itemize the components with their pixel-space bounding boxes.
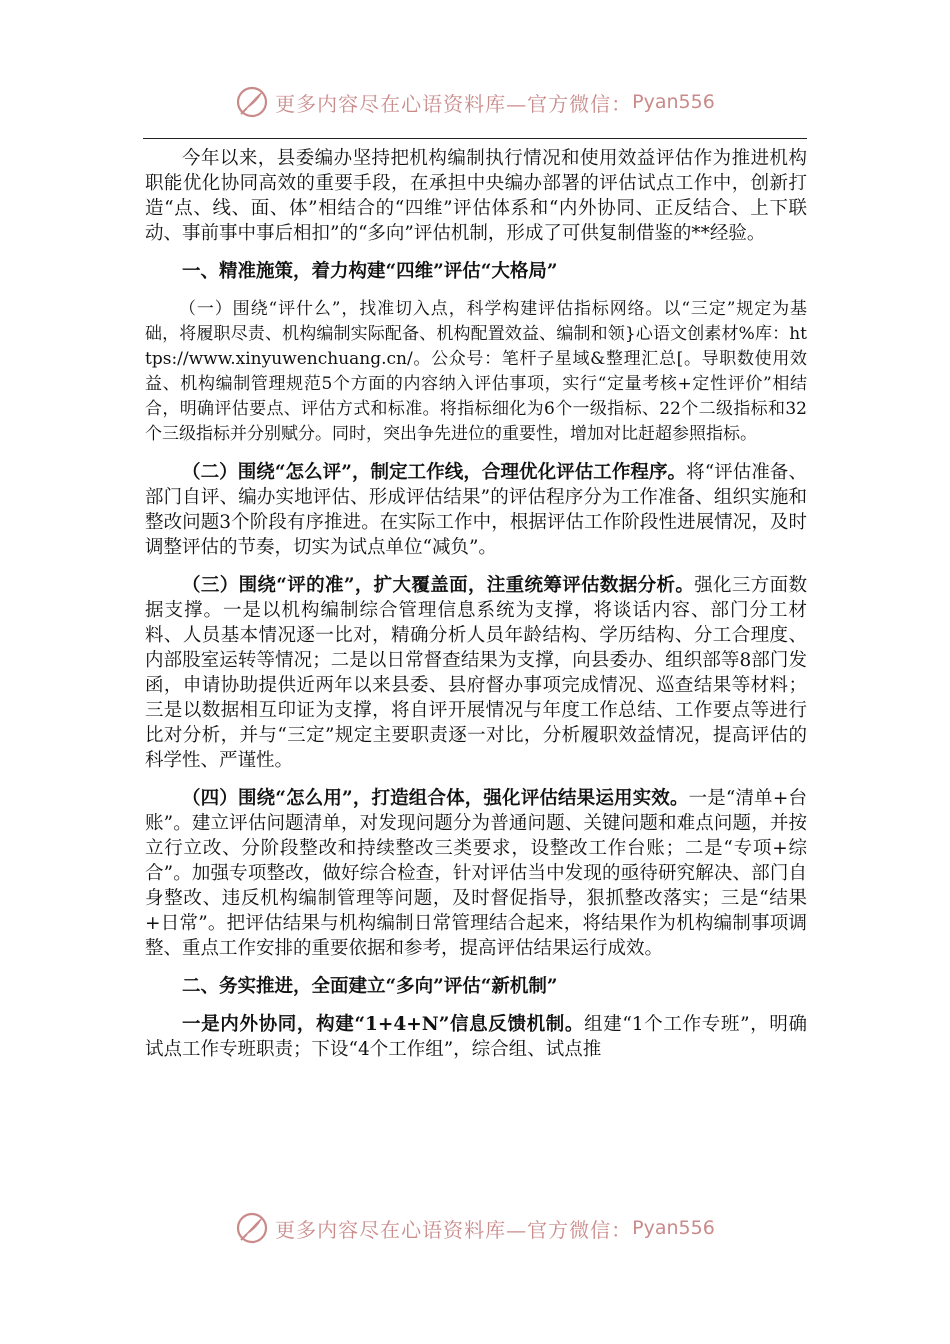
footer-banner-text: 更多内容尽在心语资料库—官方微信：	[275, 1217, 633, 1242]
section-heading-1: 一、精准施策，着力构建“四维”评估“大格局”	[182, 261, 558, 282]
paragraph-3-text: 强化三方面数据支撑。一是以机构编制综合管理信息系统为支撑，将谈话内容、部门分工材料、人员基本情况逐一比对，精确分析人员年龄结构、学历结构、分工合理度、内部股室运转等情况；二是以日常督查结果为支撑，向县委办、组织部等8部门发函，申请协助提供近两年以来县委、县府督办事项完成情况、巡查结果等材料；三是以数据相互印证为支撑，将自评开展情况与年度工作总结、工作要点等进行比对分析，并与“三定”规定主要职责逐一对比，分析履职效益情况，提高评估的科学性、严谨性。	[145, 575, 807, 771]
quill-pen-logo-icon	[235, 85, 269, 119]
paragraph-4-lead: （四）围绕“怎么用”，打造组合体，强化评估结果运用实效。	[182, 788, 689, 809]
footer-banner-wechat-id: Pyan556	[632, 1217, 715, 1239]
paragraph-5-text: 组建“1个工作专班”，明确试点工作专班职责；下设“4个工作组”，综合组、试点推	[145, 1014, 807, 1060]
paragraph-2-lead: （二）围绕“怎么评”，制定工作线，合理优化评估工作程序。	[182, 462, 687, 483]
paragraph-3-lead: （三）围绕“评的准”，扩大覆盖面，注重统筹评估数据分析。	[182, 575, 695, 596]
banner-text: 更多内容尽在心语资料库—官方微信：	[275, 91, 633, 116]
document-body	[145, 146, 807, 1062]
header-rule	[143, 138, 807, 139]
banner-wechat-id: Pyan556	[632, 91, 715, 113]
paragraph-5-lead: 一是内外协同，构建“1+4+N”信息反馈机制。	[182, 1014, 585, 1035]
section-heading-2: 二、务实推进，全面建立“多向”评估“新机制”	[182, 976, 558, 997]
paragraph-2	[145, 460, 807, 560]
paragraph-4-text: 一是“清单+台账”。建立评估问题清单，对发现问题分为普通问题、关键问题和难点问题，并按立行立改、分阶段整改和持续整改三类要求，设整改工作台账；二是“专项+综合”。加强专项整改，做好综合检查，针对评估当中发现的亟待研究解决、部门自身整改、违反机构编制管理等问题，及时督促指导，狠抓整改落实；三是“结果+日常”。把评估结果与机构编制日常管理结合起来，将结果作为机构编制事项调整、重点工作安排的重要依据和参考，提高评估结果运行成效。	[145, 788, 807, 959]
footer-banner	[0, 1206, 950, 1250]
paragraph-4	[145, 786, 807, 961]
intro-paragraph: 今年以来，县委编办坚持把机构编制执行情况和使用效益评估作为推进机构职能优化协同高效的重要手段，在承担中央编办部署的评估试点工作中，创新打造“点、线、面、体”相结合的“四维”评估体系和“内外协同、正反结合、上下联动、事前事中事后相扣”的“多向”评估机制，形成了可供复制借鉴的**经验。	[145, 148, 807, 244]
paragraph-2-text: 将“评估准备、部门自评、编办实地评估、形成评估结果”的评估程序分为工作准备、组织实施和整改问题3个阶段有序推进。在实际工作中，根据评估工作阶段性进展情况，及时调整评估的节奏，切实为试点单位“减负”。	[145, 462, 807, 558]
paragraph-5	[145, 1012, 807, 1062]
paragraph-1: （一）围绕“评什么”，找准切入点，科学构建评估指标网络。以“三定”规定为基础，将履职尽责、机构编制实际配备、机构配置效益、编制和领}心语文创素材%库：https://www.xinyuwenchuang.cn/。公众号：笔杆子星域&整理汇总[。导职数使用效益、机构编制管理规范5个方面的内容纳入评估事项，实行“定量考核+定性评价”相结合，明确评估要点、评估方式和标准。将指标细化为6个一级指标、22个二级指标和32个三级指标并分别赋分。同时，突出争先进位的重要性，增加对比赶超参照指标。	[145, 299, 807, 444]
header-banner	[0, 80, 950, 124]
quill-pen-logo-icon	[235, 1211, 269, 1245]
paragraph-3	[145, 573, 807, 773]
